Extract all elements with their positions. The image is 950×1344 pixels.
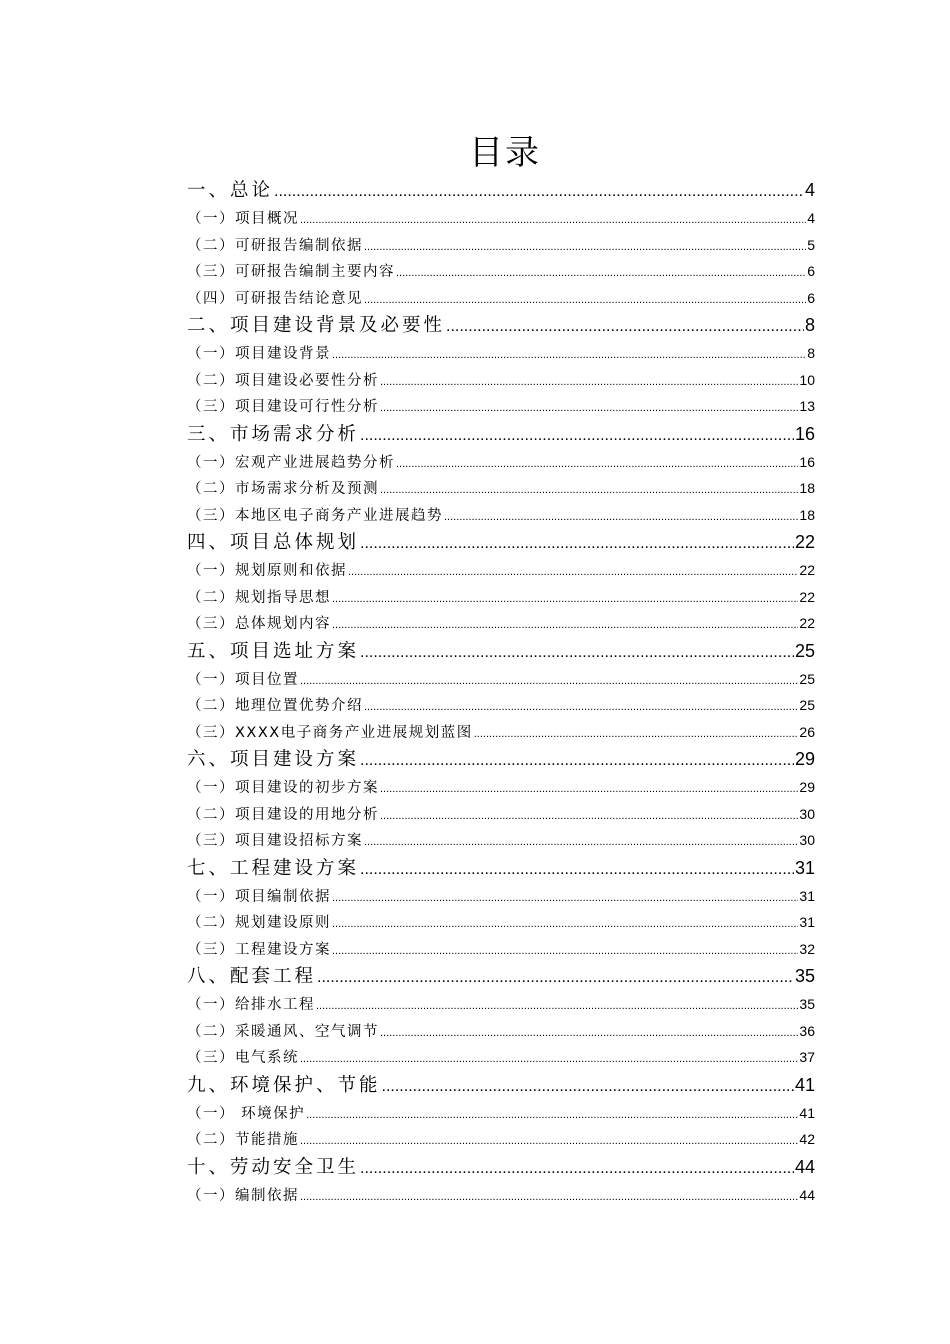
toc-dot-leader <box>364 694 798 721</box>
toc-page-number: 29 <box>794 749 815 769</box>
toc-section-entry[interactable] <box>187 1100 815 1127</box>
toc-chapter-entry[interactable] <box>187 745 815 774</box>
toc-entry-title: （二）项目建设的用地分析 <box>187 806 379 823</box>
toc-page-number: 13 <box>799 398 815 414</box>
toc-entry-title: （三）项目建设招标方案 <box>187 833 363 849</box>
toc-page-number: 42 <box>799 1131 815 1147</box>
toc-dot-leader <box>360 746 794 775</box>
toc-dot-leader <box>300 207 806 234</box>
toc-entry-title: 一、总论 <box>187 180 274 201</box>
toc-entry-title: （三）可研报告编制主要内容 <box>187 264 395 280</box>
toc-dot-leader <box>274 177 804 206</box>
toc-page-number: 30 <box>799 832 815 848</box>
toc-section-entry[interactable] <box>187 232 815 259</box>
toc-page-number: 37 <box>799 1049 815 1065</box>
toc-entry-title: （三）总体规划内容 <box>187 616 331 632</box>
toc-entry-title: （三）电气系统 <box>187 1050 299 1066</box>
toc-entry-title: 九、环境保护、节能 <box>187 1074 381 1096</box>
toc-entry-title: （一）项目位置 <box>187 671 299 688</box>
toc-chapter-entry[interactable] <box>187 854 815 883</box>
toc-page-number: 22 <box>794 532 815 552</box>
toc-page-number: 26 <box>799 723 815 740</box>
toc-section-entry[interactable] <box>187 909 815 936</box>
toc-page-number: 8 <box>804 315 815 335</box>
toc-chapter-entry[interactable] <box>187 528 815 557</box>
toc-dot-leader <box>360 855 794 884</box>
toc-page-number: 35 <box>799 996 815 1012</box>
toc-page-number: 25 <box>794 640 815 661</box>
toc-dot-leader <box>332 885 798 912</box>
toc-entry-title: （二）项目建设必要性分析 <box>187 372 379 389</box>
toc-page-number: 6 <box>807 263 815 279</box>
toc-entry-title: 十、劳动安全卫生 <box>187 1156 360 1178</box>
toc-page-number: 44 <box>799 1186 815 1203</box>
toc-dot-leader <box>306 1102 798 1129</box>
toc-title: 目录 <box>469 133 541 173</box>
toc-chapter-entry[interactable] <box>187 420 815 449</box>
toc-entry-title: （一）项目建设背景 <box>187 346 331 362</box>
toc-entry-title: 六、项目建设方案 <box>187 749 360 770</box>
toc-page-number: 22 <box>799 588 815 605</box>
toc-page-number: 18 <box>799 480 815 496</box>
toc-page-number: 31 <box>799 887 815 904</box>
toc-entry-title: （一）项目编制依据 <box>187 888 331 905</box>
toc-dot-leader <box>300 1128 798 1155</box>
toc-section-entry[interactable] <box>187 1126 815 1153</box>
toc-dot-leader <box>364 287 806 314</box>
toc-page-number: 6 <box>807 289 815 306</box>
toc-page-number: 35 <box>794 966 815 986</box>
toc-dot-leader <box>316 993 798 1020</box>
toc-dot-leader <box>380 477 798 504</box>
toc-page-number: 25 <box>799 697 815 713</box>
toc-page-number: 4 <box>807 210 815 226</box>
toc-section-entry[interactable] <box>187 502 815 529</box>
toc-dot-leader <box>332 938 798 965</box>
toc-dot-leader <box>474 721 799 748</box>
toc-dot-leader <box>332 612 798 639</box>
toc-page-number: 18 <box>799 506 815 523</box>
toc-entry-title: （一）规划原则和依据 <box>187 563 347 579</box>
toc-entry-title: （二）规划指导思想 <box>187 589 331 606</box>
toc-dot-leader <box>364 829 798 856</box>
toc-dot-leader <box>380 803 798 830</box>
toc-section-entry[interactable] <box>187 1044 815 1071</box>
toc-dot-leader <box>364 234 806 261</box>
toc-entry-title: 三、市场需求分析 <box>187 423 360 445</box>
toc-dot-leader <box>396 260 806 287</box>
toc-section-entry[interactable] <box>187 340 815 367</box>
table-of-contents <box>187 176 815 1208</box>
toc-section-entry[interactable] <box>187 827 815 854</box>
toc-section-entry[interactable] <box>187 719 815 746</box>
toc-section-entry[interactable] <box>187 584 815 611</box>
toc-dot-leader <box>300 1046 798 1073</box>
toc-page-number: 41 <box>794 1074 815 1095</box>
toc-dot-leader <box>317 963 794 992</box>
toc-section-entry[interactable] <box>187 883 815 910</box>
toc-dot-leader <box>380 395 798 422</box>
toc-dot-leader <box>360 529 794 558</box>
toc-section-entry[interactable] <box>187 936 815 963</box>
toc-dot-leader <box>446 312 804 341</box>
toc-chapter-entry[interactable] <box>187 1071 815 1100</box>
toc-chapter-entry[interactable] <box>187 962 815 991</box>
toc-page-number: 8 <box>807 345 815 361</box>
toc-section-entry[interactable] <box>187 205 815 232</box>
toc-page-number: 29 <box>799 779 815 795</box>
toc-section-entry[interactable] <box>187 801 815 828</box>
toc-entry-title: （二）节能措施 <box>187 1132 299 1148</box>
toc-dot-leader <box>348 559 798 586</box>
toc-entry-title: （二）可研报告编制依据 <box>187 237 363 254</box>
toc-page-number: 16 <box>799 453 815 470</box>
toc-chapter-entry[interactable] <box>187 1153 815 1182</box>
toc-entry-title: 七、工程建设方案 <box>187 857 360 879</box>
toc-page-number: 41 <box>799 1104 815 1121</box>
toc-page-number: 5 <box>807 236 815 253</box>
toc-dot-leader <box>380 369 798 396</box>
toc-entry-title: 五、项目选址方案 <box>187 640 360 662</box>
toc-page-number: 44 <box>794 1156 815 1177</box>
toc-section-entry[interactable] <box>187 1182 815 1209</box>
toc-page-number: 25 <box>799 670 815 687</box>
toc-section-entry[interactable] <box>187 991 815 1018</box>
toc-page-number: 10 <box>799 371 815 388</box>
toc-dot-leader <box>332 342 806 369</box>
toc-page-number: 16 <box>794 423 815 444</box>
toc-dot-leader <box>360 421 794 450</box>
toc-entry-title: （一）项目概况 <box>187 211 299 227</box>
toc-entry-title: （一）宏观产业进展趋势分析 <box>187 454 395 471</box>
toc-section-entry[interactable] <box>187 1018 815 1045</box>
toc-dot-leader <box>332 586 798 613</box>
toc-dot-leader <box>396 451 798 478</box>
toc-chapter-entry[interactable] <box>187 311 815 340</box>
toc-page-number: 30 <box>799 805 815 822</box>
toc-entry-title: 八、配套工程 <box>187 966 317 987</box>
toc-entry-title: （二）市场需求分析及预测 <box>187 481 379 497</box>
toc-entry-title: 二、项目建设背景及必要性 <box>187 315 446 336</box>
toc-page-number: 36 <box>799 1022 815 1039</box>
toc-section-entry[interactable] <box>187 475 815 502</box>
toc-section-entry[interactable] <box>187 692 815 719</box>
toc-dot-leader <box>380 1020 798 1047</box>
toc-section-entry[interactable] <box>187 393 815 420</box>
toc-section-entry[interactable] <box>187 666 815 693</box>
toc-entry-title: （三）本地区电子商务产业进展趋势 <box>187 507 443 524</box>
toc-dot-leader <box>360 1154 794 1183</box>
toc-dot-leader <box>300 1184 798 1211</box>
toc-page-number: 4 <box>804 180 815 200</box>
toc-dot-leader <box>300 668 798 695</box>
toc-section-entry[interactable] <box>187 449 815 476</box>
toc-entry-title: （四）可研报告结论意见 <box>187 290 363 307</box>
toc-page-number: 32 <box>799 940 815 957</box>
toc-entry-title: 四、项目总体规划 <box>187 532 360 553</box>
toc-page-number: 31 <box>794 857 815 878</box>
toc-entry-title: （三）项目建设可行性分析 <box>187 399 379 415</box>
toc-section-entry[interactable] <box>187 774 815 801</box>
toc-entry-title: （三）XXXX电子商务产业进展规划蓝图 <box>187 724 473 741</box>
toc-chapter-entry[interactable] <box>187 637 815 666</box>
toc-page-number: 22 <box>799 615 815 631</box>
toc-entry-title: （二）规划建设原则 <box>187 915 331 931</box>
toc-dot-leader <box>360 638 794 667</box>
toc-dot-leader <box>382 1072 794 1101</box>
toc-section-entry[interactable] <box>187 285 815 312</box>
toc-dot-leader <box>444 504 798 531</box>
toc-entry-title: （二）地理位置优势介绍 <box>187 698 363 714</box>
toc-page-number: 31 <box>799 914 815 930</box>
toc-section-entry[interactable] <box>187 367 815 394</box>
toc-dot-leader <box>380 776 798 803</box>
toc-entry-title: （一）给排水工程 <box>187 997 315 1013</box>
toc-section-entry[interactable] <box>187 557 815 584</box>
toc-section-entry[interactable] <box>187 610 815 637</box>
toc-entry-title: （一）编制依据 <box>187 1187 299 1204</box>
toc-entry-title: （三）工程建设方案 <box>187 941 331 958</box>
toc-dot-leader <box>332 911 798 938</box>
toc-entry-title: （一）项目建设的初步方案 <box>187 780 379 796</box>
toc-section-entry[interactable] <box>187 258 815 285</box>
toc-entry-title: （一） 环境保护 <box>187 1105 306 1122</box>
toc-entry-title: （二）采暖通风、空气调节 <box>187 1023 379 1040</box>
toc-chapter-entry[interactable] <box>187 176 815 205</box>
toc-page-number: 22 <box>799 562 815 578</box>
